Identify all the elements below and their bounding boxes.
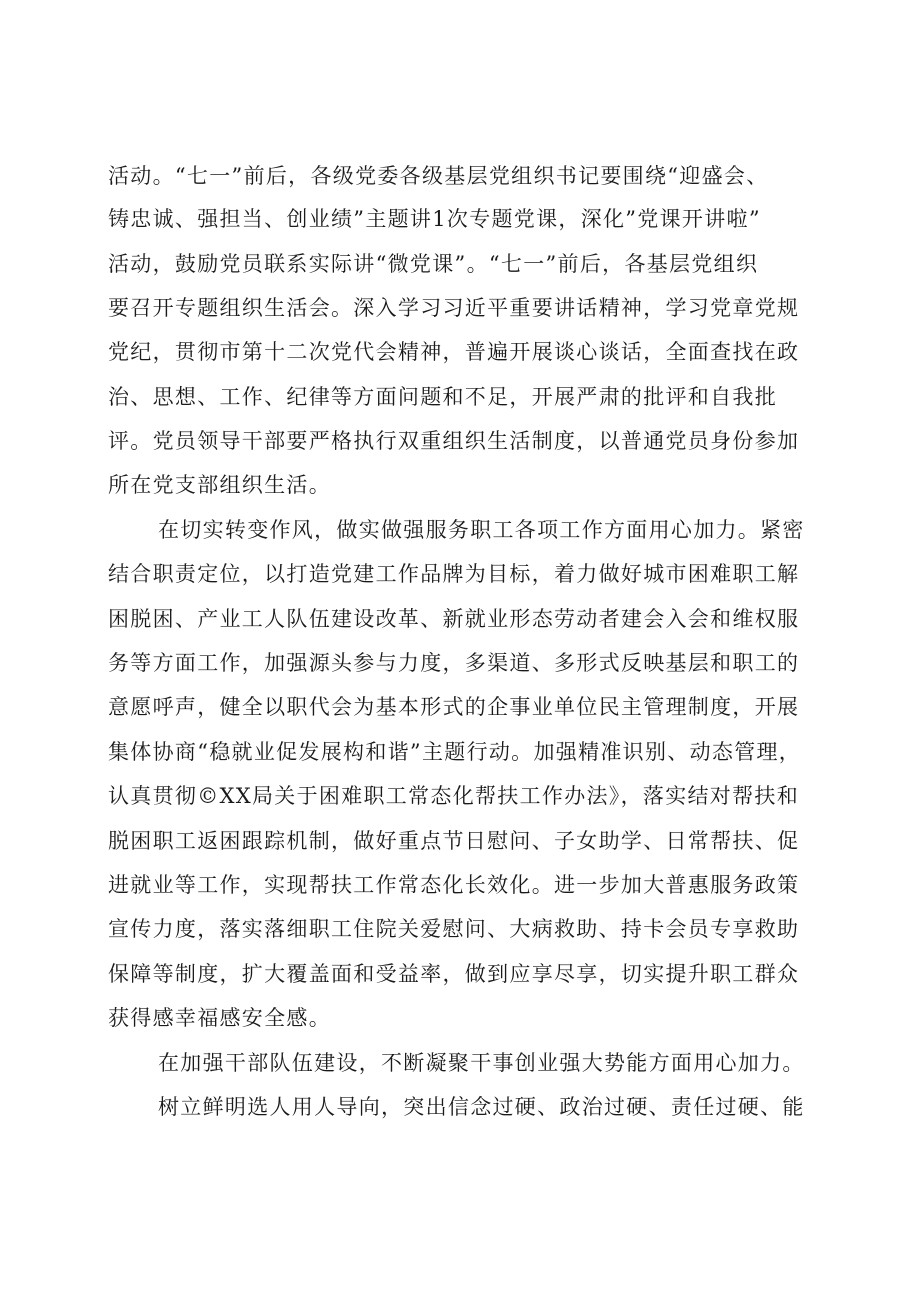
paragraph-first-line: 在切实转变作风，做实做强服务职工各项工作方面用心加力。紧密: [158, 518, 805, 542]
text-line: 困脱困、产业工人队伍建设改革、新就业形态劳动者建会入会和维权服: [108, 607, 800, 631]
text-line: 获得感幸福感安全感。: [108, 1006, 331, 1030]
text-line: 评。党员领导干部要严格执行双重组织生活制度，以普通党员身份参加: [108, 429, 800, 453]
text-line: 结合职责定位，以打造党建工作品牌为目标，着力做好城市困难职工解: [108, 562, 800, 586]
text-line: 进就业等工作，实现帮扶工作常态化长效化。进一步加大普惠服务政策: [108, 873, 800, 897]
text-line: 认真贯彻©XX局关于困难职工常态化帮扶工作办法》，落实结对帮扶和: [108, 784, 799, 808]
text-line: 宣传力度，落实落细职工住院关爱慰问、大病救助、持卡会员专享救助: [108, 917, 800, 941]
text-line: 所在党支部组织生活。: [108, 473, 331, 497]
text-line: 脱困职工返困跟踪机制，做好重点节日慰问、子女助学、日常帮扶、促: [108, 829, 800, 853]
paragraph-first-line: 树立鲜明选人用人导向，突出信念过硬、政治过硬、责任过硬、能: [158, 1095, 805, 1119]
text-line: 集体协商“稳就业促发展构和谐”主题行动。加强精准识别、动态管理，: [108, 740, 802, 764]
text-line: 党纪，贯彻市第十二次党代会精神，普遍开展谈心谈话，全面查找在政: [108, 340, 800, 364]
text-line: 活动，鼓励党员联系实际讲“微党课”。“七一”前后，各基层党组织: [108, 252, 759, 276]
text-line: 活动。“七一”前后，各级党委各级基层党组织书记要围绕“迎盛会、: [108, 164, 769, 188]
text-line: 要召开专题组织生活会。深入学习习近平重要讲话精神，学习党章党规: [108, 296, 800, 320]
text-line: 治、思想、工作、纪律等方面问题和不足，开展严肃的批评和自我批: [108, 385, 777, 409]
text-line: 铸忠诚、强担当、创业绩”主题讲1次专题党课，深化”党课开讲啦”: [108, 207, 761, 231]
text-line: 保障等制度，扩大覆盖面和受益率，做到应享尽享，切实提升职工群众: [108, 962, 800, 986]
text-line: 意愿呼声，健全以职代会为基本形式的企事业单位民主管理制度，开展: [108, 695, 800, 719]
paragraph-first-line: 在加强干部队伍建设，不断凝聚干事创业强大势能方面用心加力。: [158, 1051, 805, 1075]
text-line: 务等方面工作，加强源头参与力度，多渠道、多形式反映基层和职工的: [108, 651, 800, 675]
